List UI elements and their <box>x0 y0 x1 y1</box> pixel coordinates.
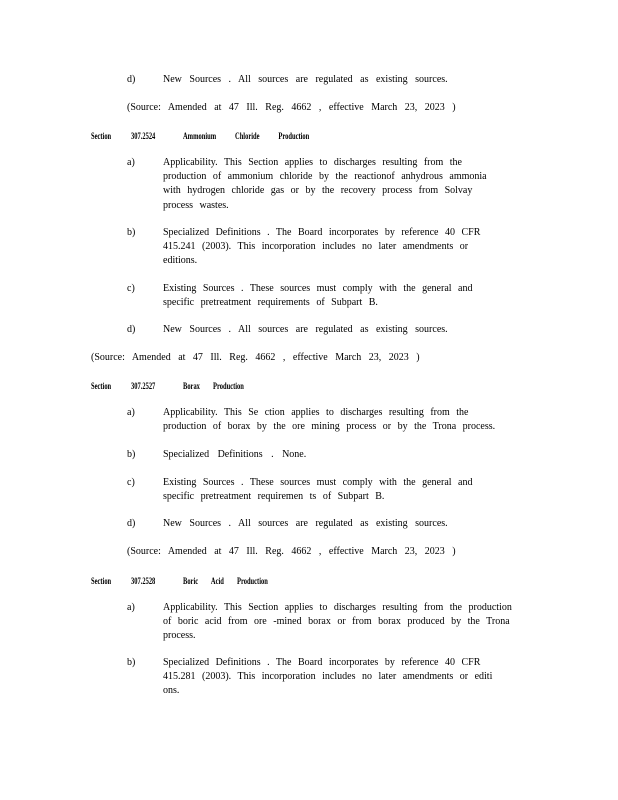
item-text: New Sources . All sources are regulated as existing sources. <box>163 324 448 335</box>
item-text: Applicability. This Section applies to discharges resulting from the production of boric acid from ore -mined borax or from borax produced by the Trona process. <box>163 602 512 642</box>
item-label: b) <box>127 227 136 238</box>
section-number: 307.2528 <box>131 576 156 586</box>
item-text: Specialized Definitions . The Board incorporates by reference 40 CFR 415.241 (2003). This incorporation includes no later amendments or editions. <box>163 227 481 267</box>
item-label: d) <box>127 74 136 85</box>
item-text: Existing Sources . These sources must comply with the general and specific pretreatment requiremen ts of Subpart B. <box>163 477 473 503</box>
section-word: Section <box>91 576 112 586</box>
source-note: (Source: Amended at 47 Ill. Reg. 4662 , effective March 23, 2023 ) <box>91 352 420 363</box>
item-text: Applicability. This Se ction applies to discharges resulting from the production of borax by the ore mining process or by the Trona process. <box>163 407 496 433</box>
item-text: New Sources . All sources are regulated as existing sources. <box>163 74 448 85</box>
item-label: c) <box>127 477 135 488</box>
section-title: Borax Production <box>183 381 244 391</box>
item-text: Specialized Definitions . The Board incorporates by reference 40 CFR 415.281 (2003). This incorporation includes no later amendments or editi ons. <box>163 657 493 697</box>
item-label: d) <box>127 324 136 335</box>
section-number: 307.2524 <box>131 131 156 141</box>
section-word: Section <box>91 381 112 391</box>
item-text: Applicability. This Section applies to discharges resulting from the production of ammonium chloride by the reactionof anhydrous ammonia with hydrogen chloride gas or by the recovery process from Solvay process wastes. <box>163 157 487 211</box>
section-number: 307.2527 <box>131 381 156 391</box>
item-label: a) <box>127 157 135 168</box>
item-text: Existing Sources . These sources must comply with the general and specific pretreatment requirements of Subpart B. <box>163 283 473 309</box>
item-text: New Sources . All sources are regulated as existing sources. <box>163 518 448 529</box>
section-title: Ammonium Chloride Production <box>183 131 310 141</box>
item-text: Specialized Definitions . None. <box>163 449 307 460</box>
item-label: c) <box>127 283 135 294</box>
item-label: b) <box>127 449 136 460</box>
source-note: (Source: Amended at 47 Ill. Reg. 4662 , effective March 23, 2023 ) <box>127 102 456 113</box>
item-label: d) <box>127 518 136 529</box>
item-label: a) <box>127 602 135 613</box>
item-label: a) <box>127 407 135 418</box>
item-label: b) <box>127 657 136 668</box>
source-note: (Source: Amended at 47 Ill. Reg. 4662 , effective March 23, 2023 ) <box>127 546 456 557</box>
section-title: Boric Acid Production <box>183 576 268 586</box>
section-word: Section <box>91 131 112 141</box>
